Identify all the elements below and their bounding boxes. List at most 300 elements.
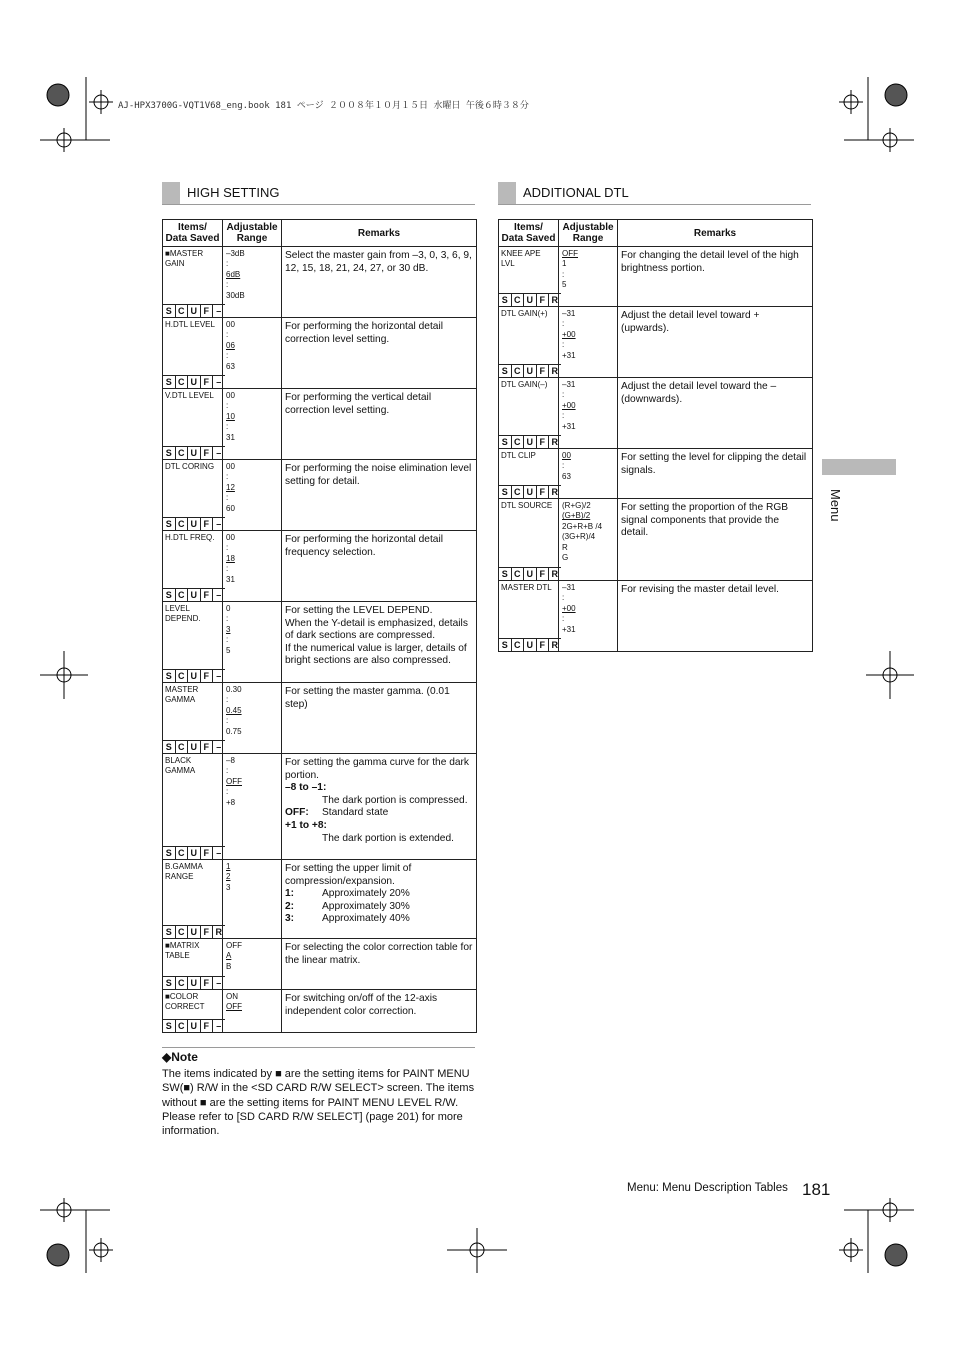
range-value: +31 — [562, 624, 576, 634]
remarks-text: For changing the detail level of the high brightness portion. — [621, 250, 799, 274]
remarks-item — [285, 913, 473, 926]
range-value: 6dB — [226, 269, 241, 279]
flag-cell: F — [201, 518, 214, 530]
flag-cell: U — [524, 365, 537, 377]
range-value: 0.75 — [226, 726, 242, 736]
remarks-item — [285, 888, 473, 901]
table-row — [499, 378, 813, 449]
range-cell — [223, 939, 282, 990]
data-saved-flags — [163, 304, 225, 317]
item-cell — [163, 860, 223, 939]
flag-cell: F — [537, 294, 550, 306]
range-value: 00 — [226, 462, 235, 471]
item-cell — [163, 754, 223, 860]
range-value: 00 — [226, 391, 235, 400]
note-text — [162, 1067, 478, 1138]
range-value: 12 — [226, 482, 235, 492]
range-value: 3 — [226, 624, 231, 634]
remarks-cell — [618, 307, 813, 378]
flag-cell: S — [499, 486, 512, 498]
remarks-text: For setting the proportion of the RGB signal components that provide the detail. — [621, 502, 789, 539]
note-divider — [162, 1047, 475, 1048]
range-value: : — [226, 787, 229, 797]
item-cell — [499, 378, 559, 449]
item-cell — [163, 389, 223, 460]
range-header: Adjustable Range — [223, 220, 282, 247]
item-name: H.DTL FREQ. — [165, 533, 215, 542]
range-value: 2G+R+B /4 — [562, 521, 603, 531]
range-header: Adjustable Range — [559, 220, 618, 247]
range-value: : — [562, 269, 565, 279]
range-value: –8 — [226, 756, 235, 765]
range-value: +00 — [562, 400, 576, 410]
flag-cell: F — [201, 1020, 214, 1032]
flag-cell: – — [216, 377, 222, 387]
remarks-cell — [618, 449, 813, 499]
remarks-cell — [282, 460, 477, 531]
remarks-text: When the Y-detail is emphasized, details of dark sections are compressed. — [285, 617, 468, 642]
remarks-text: If the numerical value is larger, details of bright sections are also compressed. — [285, 642, 467, 667]
range-value: (G+B)/2 — [562, 511, 591, 521]
remarks-cell — [282, 990, 477, 1033]
range-value: 2 — [226, 872, 231, 882]
range-cell — [223, 860, 282, 939]
range-cell — [559, 499, 618, 581]
item-name: H.DTL LEVEL — [165, 320, 215, 329]
item-cell — [163, 602, 223, 683]
remarks-text: Select the master gain from –3, 0, 3, 6, 9, 12, 15, 18, 21, 24, 27, or 30 dB. — [285, 250, 472, 274]
item-name: V.DTL LEVEL — [165, 391, 214, 400]
flag-cell: S — [163, 305, 176, 317]
flag-cell: F — [201, 847, 214, 859]
item-name: MASTER GAMMA — [165, 685, 199, 704]
flag-cell: U — [524, 568, 537, 580]
flag-cell: – — [216, 1021, 222, 1031]
flag-cell: C — [512, 436, 525, 448]
high-setting-table — [162, 219, 477, 1033]
range-cell — [559, 378, 618, 449]
table-row — [163, 247, 477, 318]
data-saved-flags — [163, 375, 225, 388]
remarks-text: Adjust the detail level toward + (upwards). — [621, 310, 760, 334]
item-cell — [499, 247, 559, 307]
range-cell — [223, 318, 282, 389]
data-saved-flags — [163, 1019, 225, 1032]
section-heading-additional-dtl — [498, 182, 811, 205]
remarks-cell — [282, 602, 477, 683]
range-value: B — [226, 961, 232, 971]
crop-circle-icon — [885, 1244, 907, 1266]
range-value: : — [226, 351, 229, 361]
flag-cell: C — [176, 589, 189, 601]
flag-cell: R — [551, 366, 558, 376]
flag-cell: U — [188, 518, 201, 530]
remarks-cell — [618, 247, 813, 307]
side-label: Menu — [828, 489, 843, 522]
range-value: 0.45 — [226, 705, 242, 715]
crop-circle-icon — [47, 84, 69, 106]
range-value: 63 — [562, 471, 571, 481]
range-value: 0 — [226, 604, 231, 613]
data-saved-flags — [163, 669, 225, 682]
flag-cell: F — [201, 977, 214, 989]
item-name: ■MATRIX TABLE — [165, 941, 200, 960]
item-name: BLACK GAMMA — [165, 756, 196, 775]
remarks-text: For setting the level for clipping the detail signals. — [621, 452, 807, 476]
flag-cell: S — [499, 294, 512, 306]
flag-cell: U — [524, 639, 537, 651]
data-saved-flags — [163, 517, 225, 530]
range-value: OFF — [226, 776, 242, 786]
item-name: DTL SOURCE — [501, 501, 553, 510]
flag-cell: R — [551, 295, 558, 305]
flag-cell: U — [188, 741, 201, 753]
range-value: : — [226, 401, 229, 411]
flag-cell: R — [215, 927, 222, 937]
range-cell — [559, 581, 618, 652]
data-saved-flags — [499, 567, 561, 580]
data-saved-flags — [163, 446, 225, 459]
range-value: (3G+R)/4 — [562, 532, 596, 542]
range-value: : — [226, 614, 229, 624]
data-saved-flags — [163, 588, 225, 601]
item-name: ■MASTER GAIN — [165, 249, 204, 268]
remarks-term: 2: — [285, 900, 295, 912]
side-tab-marker — [822, 459, 896, 475]
flag-cell: U — [188, 447, 201, 459]
remarks-item — [285, 901, 473, 914]
flag-cell: C — [512, 486, 525, 498]
flag-cell: C — [176, 670, 189, 682]
remarks-definition: Approximately 40% — [322, 913, 410, 925]
flag-cell: S — [499, 436, 512, 448]
flag-cell: C — [176, 376, 189, 388]
flag-cell: C — [176, 305, 189, 317]
flag-cell: C — [176, 518, 189, 530]
range-value: 00 — [226, 320, 235, 329]
range-value: 1 — [226, 862, 231, 871]
table-row — [163, 460, 477, 531]
table-row — [163, 754, 477, 860]
flag-cell: F — [537, 436, 550, 448]
flag-cell: S — [163, 977, 176, 989]
flag-cell: C — [512, 365, 525, 377]
data-saved-flags — [499, 293, 561, 306]
flag-cell: S — [163, 741, 176, 753]
range-cell — [223, 531, 282, 602]
remarks-cell — [282, 754, 477, 860]
items-header: Items/ Data Saved — [499, 220, 559, 247]
crop-circle-icon — [47, 1244, 69, 1266]
flag-cell: C — [176, 926, 189, 938]
item-cell — [499, 499, 559, 581]
data-saved-flags — [499, 364, 561, 377]
flag-cell: C — [512, 568, 525, 580]
table-row — [163, 318, 477, 389]
flag-cell: S — [163, 589, 176, 601]
remarks-term: 1: — [285, 888, 295, 900]
data-saved-flags — [163, 976, 225, 989]
item-cell — [163, 460, 223, 531]
remarks-term: +1 to +8: — [285, 819, 327, 831]
item-name: MASTER DTL — [501, 583, 552, 592]
flag-cell: – — [216, 848, 222, 858]
range-value: : — [562, 340, 565, 350]
table-row — [499, 247, 813, 307]
range-value: : — [562, 411, 565, 421]
flag-cell: U — [188, 926, 201, 938]
item-name: DTL GAIN(–) — [501, 380, 548, 389]
remarks-cell — [282, 247, 477, 318]
flag-cell: S — [163, 447, 176, 459]
table-row — [163, 939, 477, 990]
range-cell — [223, 247, 282, 318]
range-value: : — [226, 330, 229, 340]
flag-cell: C — [512, 294, 525, 306]
range-value: –31 — [562, 380, 576, 389]
section-title: HIGH SETTING — [187, 185, 280, 200]
range-value: 0.30 — [226, 685, 242, 694]
range-value: : — [226, 695, 229, 705]
item-name: DTL CLIP — [501, 451, 536, 460]
range-value: 30dB — [226, 290, 245, 300]
flag-cell: S — [163, 518, 176, 530]
flag-cell: – — [216, 590, 222, 600]
remarks-cell — [282, 939, 477, 990]
table-row — [163, 602, 477, 683]
range-value: : — [562, 390, 565, 400]
item-name: B.GAMMA RANGE — [165, 862, 203, 881]
data-saved-flags — [499, 638, 561, 651]
remarks-text: For performing the horizontal detail frequency selection. — [285, 534, 443, 558]
range-value: +31 — [562, 350, 576, 360]
range-cell — [559, 307, 618, 378]
flag-cell: S — [499, 365, 512, 377]
remarks-cell — [618, 378, 813, 449]
additional-dtl-table — [498, 219, 813, 652]
flag-cell: – — [216, 306, 222, 316]
table-row — [499, 499, 813, 581]
range-value: OFF — [562, 249, 578, 258]
flag-cell: U — [188, 977, 201, 989]
flag-cell: – — [216, 448, 222, 458]
crop-circle-icon — [885, 84, 907, 106]
item-name: LEVEL DEPEND. — [165, 604, 201, 623]
range-value: +8 — [226, 797, 236, 807]
range-value: : — [226, 564, 229, 574]
table-row — [499, 449, 813, 499]
remarks-definition: Standard state — [322, 807, 389, 819]
flag-cell: F — [201, 741, 214, 753]
range-value: 5 — [562, 280, 567, 290]
range-value: 31 — [226, 432, 235, 442]
remarks-term: 3: — [285, 913, 295, 925]
remarks-header: Remarks — [282, 220, 477, 247]
range-value: : — [226, 766, 229, 776]
range-value: (R+G)/2 — [562, 501, 591, 510]
range-value: –31 — [562, 583, 576, 592]
remarks-item — [285, 807, 473, 820]
item-cell — [499, 449, 559, 499]
range-value: 18 — [226, 553, 235, 563]
range-value: 5 — [226, 645, 231, 655]
range-cell — [223, 754, 282, 860]
flag-cell: U — [188, 847, 201, 859]
item-cell — [163, 990, 223, 1033]
flag-cell: R — [551, 487, 558, 497]
remarks-text: For switching on/off of the 12-axis independent color correction. — [285, 993, 438, 1017]
range-value: 63 — [226, 361, 235, 371]
flag-cell: S — [499, 639, 512, 651]
flag-cell: S — [163, 926, 176, 938]
file-header: AJ-HPX3700G-VQT1V68_eng.book 181 ページ ２００８年１０月１５日 水曜日 午後６時３８分 — [118, 101, 529, 111]
flag-cell: F — [201, 305, 214, 317]
item-cell — [499, 581, 559, 652]
range-cell — [223, 683, 282, 754]
table-row — [163, 990, 477, 1033]
remarks-text: For performing the noise elimination level setting for detail. — [285, 463, 472, 487]
table-row — [499, 581, 813, 652]
table-row — [163, 860, 477, 939]
flag-cell: – — [216, 742, 222, 752]
range-value: –31 — [562, 309, 576, 318]
range-value: : — [226, 422, 229, 432]
flag-cell: C — [176, 741, 189, 753]
range-value: : — [226, 543, 229, 553]
range-value: 3 — [226, 882, 231, 892]
flag-cell: C — [176, 1020, 189, 1032]
remarks-text: For performing the horizontal detail correction level setting. — [285, 321, 443, 345]
flag-cell: F — [537, 639, 550, 651]
flag-cell: R — [551, 437, 558, 447]
item-name: DTL CORING — [165, 462, 215, 471]
note-paragraph: The items indicated by ■ are the setting items for PAINT MENU SW(■) R/W in the <SD CARD R/W SELECT> screen. The items without ■ are the setting items for PAINT MENU LEVEL R/W. — [162, 1068, 475, 1109]
item-cell — [163, 247, 223, 318]
flag-cell: S — [499, 568, 512, 580]
range-value: 06 — [226, 340, 235, 350]
item-cell — [163, 683, 223, 754]
range-cell — [223, 389, 282, 460]
range-value: : — [226, 493, 229, 503]
flag-cell: U — [188, 376, 201, 388]
range-value: 31 — [226, 574, 235, 584]
range-value: ON — [226, 992, 238, 1001]
range-value: G — [562, 553, 569, 563]
flag-cell: – — [216, 519, 222, 529]
item-cell — [163, 318, 223, 389]
remarks-header: Remarks — [618, 220, 813, 247]
range-cell — [223, 602, 282, 683]
range-value: OFF — [226, 941, 242, 950]
item-name: DTL GAIN(+) — [501, 309, 548, 318]
section-marker — [498, 182, 516, 204]
item-cell — [163, 939, 223, 990]
flag-cell: S — [163, 376, 176, 388]
range-value: : — [562, 319, 565, 329]
flag-cell: F — [201, 926, 214, 938]
data-saved-flags — [163, 740, 225, 753]
flag-cell: C — [176, 977, 189, 989]
range-value: 1 — [562, 259, 567, 269]
data-saved-flags — [499, 485, 561, 498]
section-heading-high-setting — [162, 182, 475, 205]
item-cell — [163, 531, 223, 602]
data-saved-flags — [163, 925, 225, 938]
range-value: +31 — [562, 421, 576, 431]
remarks-text: For setting the upper limit of compression/expansion. — [285, 863, 412, 887]
item-cell — [499, 307, 559, 378]
flag-cell: F — [537, 365, 550, 377]
remarks-text: For setting the LEVEL DEPEND. — [285, 605, 433, 616]
range-value: : — [562, 614, 565, 624]
remarks-cell — [618, 581, 813, 652]
flag-cell: C — [176, 447, 189, 459]
note-paragraph: Please refer to [SD CARD R/W SELECT] (page 201) for more information. — [162, 1110, 463, 1138]
range-value: : — [226, 635, 229, 645]
flag-cell: U — [524, 294, 537, 306]
remarks-definition: The dark portion is compressed. — [322, 794, 468, 806]
remarks-cell — [282, 860, 477, 939]
remarks-term: OFF: — [285, 807, 309, 819]
range-cell — [223, 990, 282, 1033]
range-value: OFF — [226, 1002, 242, 1012]
remarks-definition: The dark portion is extended. — [322, 832, 454, 844]
section-title: ADDITIONAL DTL — [523, 185, 629, 200]
remarks-text: For performing the vertical detail correction level setting. — [285, 392, 432, 416]
flag-cell: S — [163, 670, 176, 682]
range-value: 00 — [562, 451, 571, 460]
flag-cell: – — [216, 978, 222, 988]
range-value: : — [226, 259, 229, 269]
remarks-text: For setting the master gamma. (0.01 step) — [285, 686, 450, 710]
remarks-text: For revising the master detail level. — [621, 584, 779, 595]
range-value: –3dB — [226, 249, 245, 258]
remarks-cell — [282, 531, 477, 602]
flag-cell: F — [201, 376, 214, 388]
range-value: : — [226, 280, 229, 290]
footer-label: Menu: Menu Description Tables — [627, 1182, 788, 1194]
range-cell — [559, 449, 618, 499]
item-name: KNEE APE LVL — [501, 249, 541, 268]
remarks-cell — [282, 683, 477, 754]
table-row — [163, 683, 477, 754]
table-row — [163, 389, 477, 460]
range-cell — [559, 247, 618, 307]
item-name: ■COLOR CORRECT — [165, 992, 205, 1011]
flag-cell: F — [201, 589, 214, 601]
flag-cell: S — [163, 1020, 176, 1032]
range-value: R — [562, 542, 568, 552]
section-marker — [162, 182, 180, 204]
range-cell — [223, 460, 282, 531]
flag-cell: U — [188, 589, 201, 601]
flag-cell: U — [188, 1020, 201, 1032]
range-value: : — [562, 593, 565, 603]
remarks-text: For selecting the color correction table for the linear matrix. — [285, 942, 473, 966]
page-number: 181 — [802, 1180, 831, 1199]
remarks-term: –8 to –1: — [285, 782, 327, 794]
flag-cell: C — [176, 847, 189, 859]
note-title: ◆Note — [162, 1050, 198, 1064]
table-row — [499, 307, 813, 378]
flag-cell: F — [537, 568, 550, 580]
flag-cell: U — [188, 670, 201, 682]
range-value: 10 — [226, 411, 235, 421]
range-value: +00 — [562, 329, 576, 339]
range-value: 60 — [226, 503, 235, 513]
range-value: : — [562, 461, 565, 471]
remarks-definition: Approximately 30% — [322, 900, 410, 912]
